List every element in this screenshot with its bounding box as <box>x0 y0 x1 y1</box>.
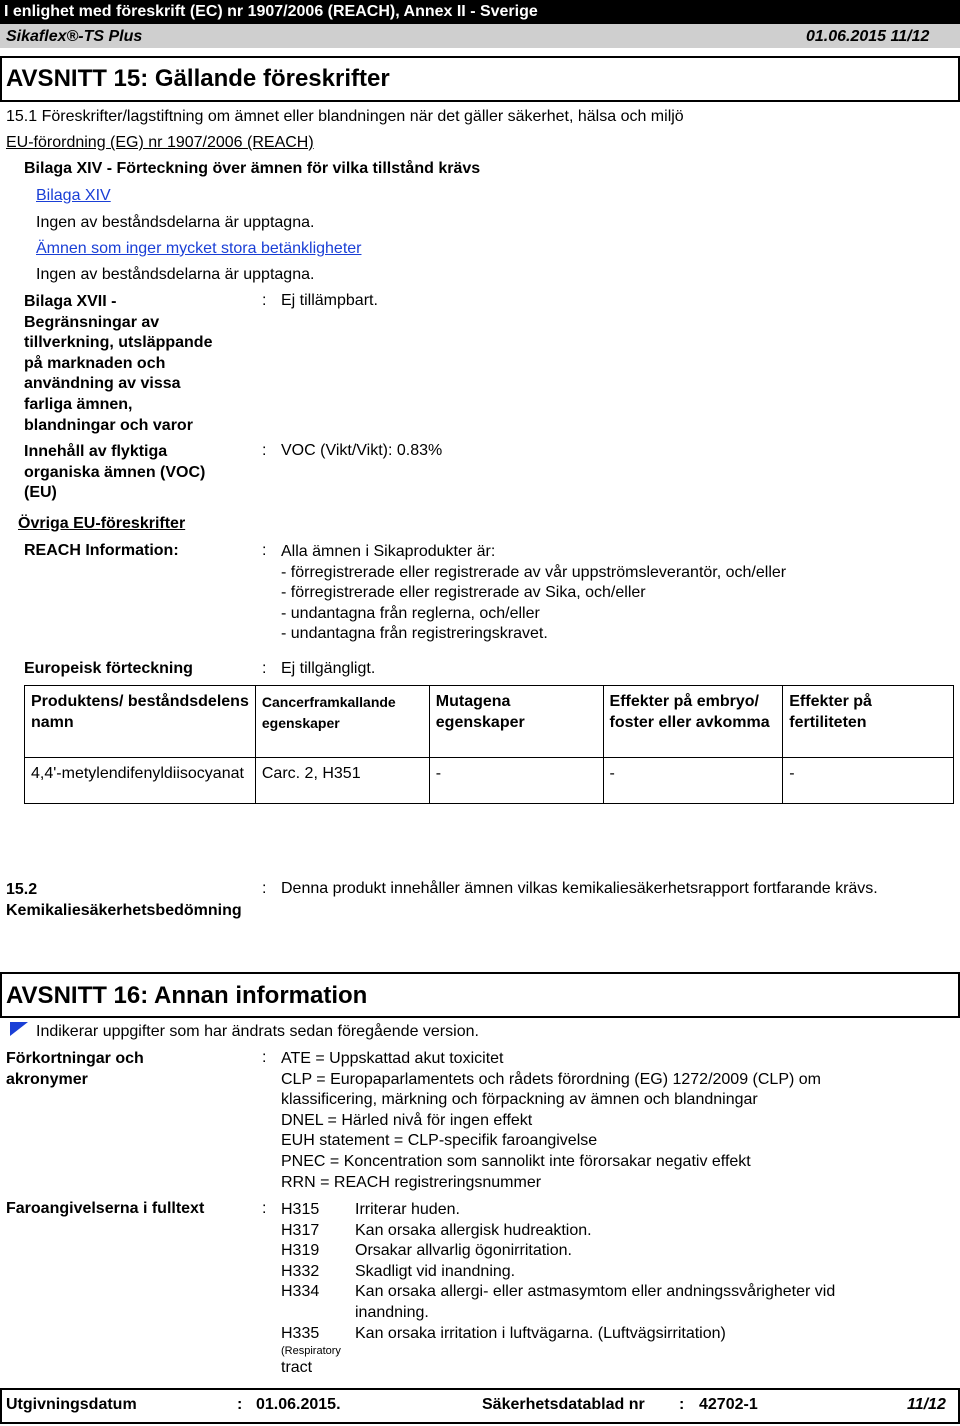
table-header-cell: Mutagena egenskaper <box>429 686 603 758</box>
hazard-text: Kan orsaka irritation i luftvägarna. (Luftvägsirritation) <box>355 1324 726 1342</box>
table-header-cell: Produktens/ beståndsdelens namn <box>25 686 256 758</box>
footer-sds-value: 42702-1 <box>699 1396 758 1413</box>
hazard-text: Irriterar huden. <box>355 1201 460 1218</box>
footer-issue-label: Utgivningsdatum <box>6 1396 137 1413</box>
hazard-label: Faroangivelserna i fulltext <box>6 1200 205 1217</box>
svhc-value: Ingen av beståndsdelarna är upptagna. <box>36 266 315 283</box>
abbr-label: Förkortningar och akronymer <box>6 1050 144 1088</box>
header-date-page: 01.06.2015 11/12 <box>806 28 930 45</box>
substance-table <box>24 685 954 804</box>
hazard-text: Kan orsaka allergisk hudreaktion. <box>355 1221 592 1239</box>
hazard-text: Kan orsaka allergi- eller astmasymtom eller andningssvårigheter vid <box>355 1283 836 1301</box>
reach-value: Alla ämnen i Sikaprodukter är: - förregistrerade eller registrerade av vår uppströmsleverantör, och/eller - förregistrerade eller registrerade av Sika, och/eller - undantagna från reglerna, och/eller - undantagna från registreringskravet. <box>281 543 787 643</box>
annex17-colon: : <box>262 292 267 309</box>
footer-issue-value: 01.06.2015. <box>256 1396 341 1413</box>
annex17-value: Ej tillämpbart. <box>281 292 378 309</box>
table-cell: - <box>783 758 954 804</box>
annex17-label: Bilaga XVII - Begränsningar av tillverkning, utsläppande på marknaden och användning av vissa farliga ämnen, blandningar och varor <box>24 293 213 434</box>
hazard-code: H334 <box>281 1283 320 1301</box>
footer-sds-colon: : <box>679 1396 685 1413</box>
table-cell: 4,4'-metylendifenyldiisocyanat <box>25 758 256 804</box>
hazard-colon: : <box>262 1200 267 1217</box>
section15-2-label: 15.2 Kemikaliesäkerhetsbedömning <box>6 881 242 919</box>
svhc-link[interactable]: Ämnen som inger mycket stora betänkligheter <box>36 240 362 257</box>
hazard-texts <box>355 1200 835 1344</box>
hazard-code: H332 <box>281 1262 320 1280</box>
section15-1-heading: 15.1 Föreskrifter/lagstiftning om ämnet eller blandningen när det gäller säkerhet, hälsa och miljö <box>6 108 684 125</box>
header-title: I enlighet med föreskrift (EC) nr 1907/2006 (REACH), Annex II - Sverige <box>4 3 538 20</box>
legend-text: Indikerar uppgifter som har ändrats sedan föregående version. <box>36 1023 479 1040</box>
table-header-cell: Effekter på fertiliteten <box>783 686 954 758</box>
eu-list-label: Europeisk förteckning <box>24 660 193 677</box>
table-cell: Carc. 2, H351 <box>255 758 429 804</box>
abbr-colon: : <box>262 1049 267 1066</box>
annex14-title: Bilaga XIV - Förteckning över ämnen för vilka tillstånd krävs <box>24 160 481 177</box>
hazard-code: H317 <box>281 1221 320 1239</box>
abbr-value: ATE = Uppskattad akut toxicitet CLP = Europaparlamentets och rådets förordning (EG) 1272/2009 (CLP) om klassificering, märkning och förpackning av ämnen och blandningar DNEL = Härled nivå för ingen effekt EUH statement = CLP-specifik faroangivelse PNEC = Koncentration som sannolikt inte förorsakar negativ effekt RRN = REACH registreringsnummer <box>281 1050 821 1191</box>
eu-list-colon: : <box>262 660 267 677</box>
table-header-row <box>25 686 954 758</box>
reach-label: REACH Information: <box>24 542 179 559</box>
voc-colon: : <box>262 442 267 459</box>
footer-issue-colon: : <box>237 1396 243 1413</box>
hazard-code-note: (Respiratory <box>281 1345 341 1358</box>
table-cell: - <box>429 758 603 804</box>
header-product: Sikaflex®-TS Plus <box>6 28 143 45</box>
hazard-code: H319 <box>281 1242 320 1260</box>
footer-page: 11/12 <box>907 1396 946 1413</box>
hazard-code: H335 <box>281 1324 320 1342</box>
hazard-code: H315 <box>281 1201 320 1218</box>
other-eu-heading: Övriga EU-föreskrifter <box>18 515 186 532</box>
section15-title: AVSNITT 15: Gällande föreskrifter <box>6 65 390 92</box>
voc-value: VOC (Vikt/Vikt): 0.83% <box>281 442 443 459</box>
hazard-code <box>281 1303 341 1324</box>
footer-box <box>0 1388 960 1424</box>
section15-2-value: Denna produkt innehåller ämnen vilkas kemikaliesäkerhetsrapport fortfarande krävs. <box>281 880 878 897</box>
table-row <box>25 758 954 804</box>
hazard-code-note: tract <box>281 1359 313 1377</box>
section16-title: AVSNITT 16: Annan information <box>6 982 368 1009</box>
annex14-value: Ingen av beståndsdelarna är upptagna. <box>36 214 315 231</box>
section15-2-colon: : <box>262 880 267 897</box>
annex14-link[interactable]: Bilaga XIV <box>36 187 111 204</box>
table-cell: - <box>603 758 783 804</box>
hazard-text: inandning. <box>355 1303 429 1321</box>
eu-regulation-heading: EU-förordning (EG) nr 1907/2006 (REACH) <box>6 134 314 151</box>
revision-triangle-icon <box>10 1022 28 1041</box>
eu-list-value: Ej tillgängligt. <box>281 660 376 677</box>
table-header-cell: Effekter på embryo/ foster eller avkomma <box>603 686 783 758</box>
hazard-codes <box>281 1200 341 1379</box>
reach-colon: : <box>262 542 267 559</box>
hazard-text: Skadligt vid inandning. <box>355 1262 516 1280</box>
table-header-cell: Cancerframkallande egenskaper <box>255 686 429 758</box>
footer-sds-label: Säkerhetsdatablad nr <box>482 1396 645 1413</box>
voc-label: Innehåll av flyktiga organiska ämnen (VOC) (EU) <box>24 443 206 502</box>
hazard-text: Orsakar allvarlig ögonirritation. <box>355 1242 572 1260</box>
